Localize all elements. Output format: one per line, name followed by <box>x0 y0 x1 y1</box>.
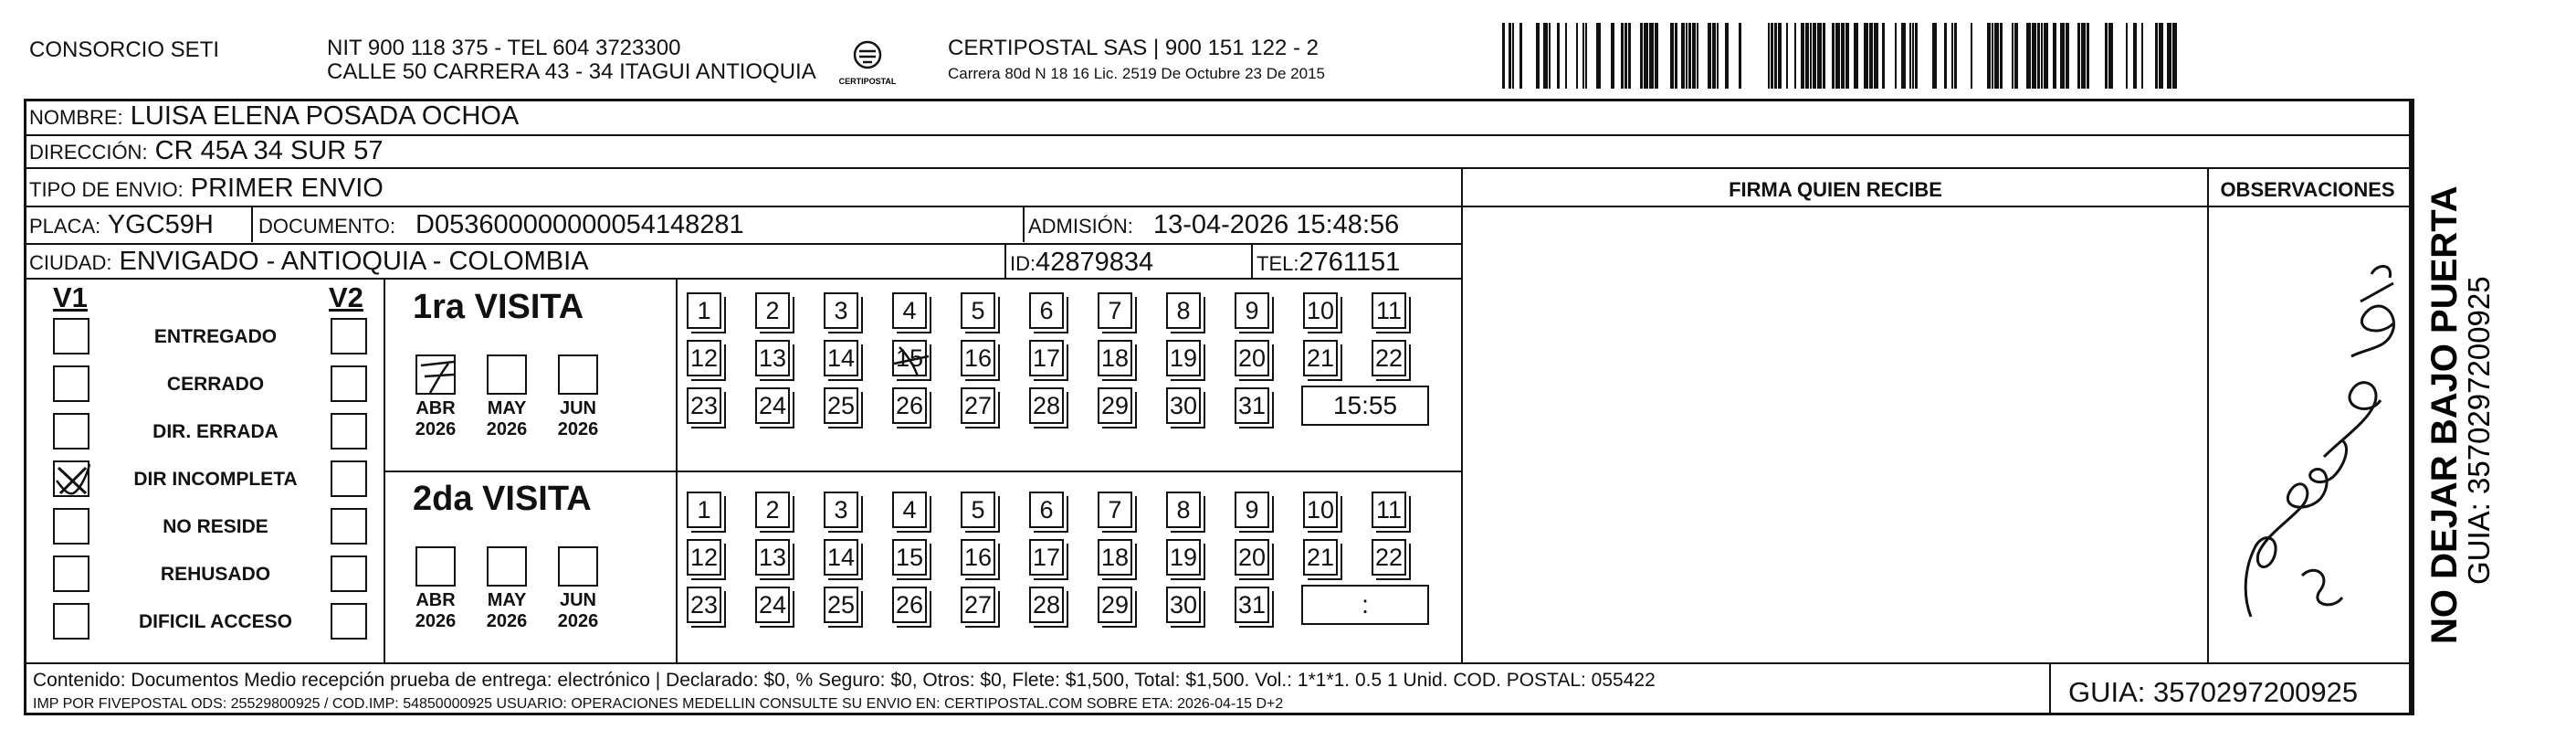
v2-checkbox[interactable] <box>331 460 367 497</box>
day-box[interactable]: 31 <box>1235 587 1269 623</box>
month-checkbox[interactable] <box>558 354 598 395</box>
day-box[interactable]: 3 <box>824 492 858 528</box>
id-value: 42879834 <box>1036 248 1154 277</box>
day-box[interactable]: 4 <box>892 292 927 329</box>
day-box[interactable]: 13 <box>755 340 790 376</box>
v2-checkbox[interactable] <box>331 603 367 640</box>
day-box[interactable]: 22 <box>1372 340 1406 376</box>
second-visit-title: 2da VISITA <box>413 480 592 518</box>
address-line: CALLE 50 CARRERA 43 - 34 ITAGUI ANTIOQUIA <box>327 59 816 84</box>
v1-checkbox[interactable] <box>53 603 89 640</box>
v1-checkbox[interactable] <box>53 460 89 497</box>
month-label <box>408 398 463 440</box>
day-box[interactable]: 8 <box>1166 292 1201 329</box>
footer-contenido: Contenido: Documentos Medio recepción prueba de entrega: electrónico | Declarado: $0, % Seguro: $0, Otros: $0, Flete: $1,500, Total: $1,500. Vol.: 1*1*1. 0.5 1 Unid. COD. POSTAL: 055422 <box>33 670 1656 691</box>
month-label <box>551 590 605 632</box>
ciudad-row <box>29 246 589 279</box>
tel-row <box>1256 247 1400 280</box>
month-year: 2026 <box>557 419 599 439</box>
direccion-label: DIRECCIÓN: <box>29 141 148 164</box>
tipo-row <box>29 173 384 206</box>
firma-header: FIRMA QUIEN RECIBE <box>1729 178 1942 201</box>
observaciones-header: OBSERVACIONES <box>2220 178 2395 201</box>
month-year: 2026 <box>486 419 528 439</box>
footer-imp: IMP POR FIVEPOSTAL ODS: 25529800925 / COD.IMP: 54850000925 USUARIO: OPERACIONES MEDELLIN CONSULTE SU ENVIO EN: CERTIPOSTAL.COM SOBRE ETA: 2026-04-15 D+2 <box>33 696 1284 712</box>
first-visit-title: 1ra VISITA <box>413 288 584 326</box>
day-box[interactable]: 14 <box>824 539 858 576</box>
month-checkbox[interactable] <box>487 354 527 395</box>
day-box[interactable]: 17 <box>1029 539 1064 576</box>
day-box[interactable]: 16 <box>961 539 995 576</box>
day-box[interactable]: 6 <box>1029 492 1064 528</box>
tipo-label: TIPO DE ENVIO: <box>29 178 184 201</box>
day-box[interactable]: 18 <box>1098 539 1132 576</box>
day-box[interactable]: 20 <box>1235 539 1269 576</box>
v1-checkbox[interactable] <box>53 508 89 545</box>
tel-value: 2761151 <box>1299 248 1401 277</box>
signature <box>2214 247 2406 630</box>
day-box[interactable]: 21 <box>1303 340 1338 376</box>
ciudad-value: ENVIGADO - ANTIOQUIA - COLOMBIA <box>119 247 589 276</box>
month-year: 2026 <box>415 419 457 439</box>
id-label: ID: <box>1010 252 1036 275</box>
side-notice-line1: NO DEJAR BAJO PUERTA <box>2424 185 2465 644</box>
admision-row <box>1028 209 1399 242</box>
month-label <box>479 398 534 440</box>
v2-checkbox[interactable] <box>331 413 367 450</box>
day-box[interactable]: 19 <box>1166 539 1201 576</box>
day-box[interactable]: 13 <box>755 539 790 576</box>
barcode <box>1502 23 2182 91</box>
placa-row <box>29 209 214 242</box>
month-year: 2026 <box>415 611 457 631</box>
admision-label: ADMISIÓN: <box>1028 215 1133 238</box>
day-box[interactable]: 18 <box>1098 340 1132 376</box>
day-box[interactable]: 15 <box>892 340 927 376</box>
status-label: ENTREGADO <box>153 326 278 347</box>
day-box[interactable]: 26 <box>892 387 927 424</box>
month-year: 2026 <box>486 611 528 631</box>
day-box[interactable]: 12 <box>687 340 721 376</box>
status-label: CERRADO <box>166 374 265 395</box>
day-box[interactable]: 4 <box>892 492 927 528</box>
month-checkbox[interactable] <box>487 546 527 587</box>
day-box[interactable]: 24 <box>755 387 790 424</box>
month-label <box>408 590 463 632</box>
nombre-row <box>29 100 519 133</box>
day-box[interactable]: 12 <box>687 539 721 576</box>
day-box[interactable]: 9 <box>1235 492 1269 528</box>
side-notice <box>2420 119 2497 649</box>
id-row <box>1010 247 1153 280</box>
day-box[interactable]: 15 <box>892 539 927 576</box>
month-name: JUN <box>559 590 596 610</box>
day-box[interactable]: 23 <box>687 387 721 424</box>
time-box[interactable]: 15:55 <box>1301 386 1429 426</box>
license-line: Carrera 80d N 18 16 Lic. 2519 De Octubre 23 De 2015 <box>948 65 1325 82</box>
day-box[interactable]: 29 <box>1098 387 1132 424</box>
status-label: DIR INCOMPLETA <box>133 469 298 490</box>
day-box[interactable]: 6 <box>1029 292 1064 329</box>
nombre-label: NOMBRE: <box>29 106 123 129</box>
month-name: ABR <box>415 590 456 610</box>
day-box[interactable]: 23 <box>687 587 721 623</box>
status-label: NO RESIDE <box>163 516 268 537</box>
day-box[interactable]: 7 <box>1098 492 1132 528</box>
month-name: MAY <box>487 398 527 418</box>
day-box[interactable]: 28 <box>1029 387 1064 424</box>
svg-text:CERTIPOSTAL: CERTIPOSTAL <box>838 77 897 86</box>
documento-row <box>258 209 744 242</box>
day-box[interactable]: 9 <box>1235 292 1269 329</box>
v2-checkbox[interactable] <box>331 318 367 354</box>
nombre-value: LUISA ELENA POSADA OCHOA <box>130 101 520 131</box>
day-box[interactable]: 14 <box>824 340 858 376</box>
month-year: 2026 <box>557 611 599 631</box>
v1-checkbox[interactable] <box>53 555 89 592</box>
direccion-value: CR 45A 34 SUR 57 <box>154 136 384 165</box>
day-box[interactable]: 17 <box>1029 340 1064 376</box>
day-box[interactable]: 22 <box>1372 539 1406 576</box>
placa-label: PLACA: <box>29 215 101 238</box>
day-box[interactable]: 10 <box>1303 492 1338 528</box>
v1-checkbox[interactable] <box>53 413 89 450</box>
status-label: REHUSADO <box>160 564 271 585</box>
day-box[interactable]: 24 <box>755 587 790 623</box>
day-box[interactable]: 19 <box>1166 340 1201 376</box>
day-box[interactable]: 31 <box>1235 387 1269 424</box>
day-box[interactable]: 11 <box>1372 292 1406 329</box>
month-name: JUN <box>559 398 596 418</box>
day-box[interactable]: 5 <box>961 492 995 528</box>
v2-checkbox[interactable] <box>331 555 367 592</box>
documento-label: DOCUMENTO: <box>258 215 395 238</box>
footer-guia: GUIA: 3570297200925 <box>2068 676 2359 708</box>
month-name: MAY <box>487 590 527 610</box>
time-box[interactable]: : <box>1301 585 1429 625</box>
v2-label: V2 <box>329 281 363 313</box>
status-label: DIFICIL ACCESO <box>138 611 292 632</box>
v1-checkbox[interactable] <box>53 318 89 354</box>
month-label <box>479 590 534 632</box>
admision-value: 13-04-2026 15:48:56 <box>1152 210 1400 239</box>
day-box[interactable]: 8 <box>1166 492 1201 528</box>
day-box[interactable]: 20 <box>1235 340 1269 376</box>
v2-checkbox[interactable] <box>331 365 367 402</box>
day-box[interactable]: 26 <box>892 587 927 623</box>
month-checkbox[interactable] <box>415 546 456 587</box>
v1-label: V1 <box>53 281 88 313</box>
placa-value: YGC59H <box>107 210 214 239</box>
v2-checkbox[interactable] <box>331 508 367 545</box>
direccion-row <box>29 135 383 168</box>
day-box[interactable]: 30 <box>1166 387 1201 424</box>
month-checkbox[interactable] <box>415 354 456 395</box>
certipostal-line: CERTIPOSTAL SAS | 900 151 122 - 2 <box>948 36 1319 60</box>
v1-checkbox[interactable] <box>53 365 89 402</box>
day-box[interactable]: 21 <box>1303 539 1338 576</box>
month-name: ABR <box>415 398 456 418</box>
day-box[interactable]: 5 <box>961 292 995 329</box>
month-label <box>551 398 605 440</box>
tel-label: TEL: <box>1256 252 1299 275</box>
certipostal-logo <box>836 35 899 88</box>
day-box[interactable]: 29 <box>1098 587 1132 623</box>
day-box[interactable]: 10 <box>1303 292 1338 329</box>
day-box[interactable]: 25 <box>824 387 858 424</box>
nit-line: NIT 900 118 375 - TEL 604 3723300 <box>327 36 681 60</box>
day-box[interactable]: 2 <box>755 292 790 329</box>
documento-value: D053600000000054148281 <box>415 210 744 239</box>
tipo-value: PRIMER ENVIO <box>190 174 384 203</box>
day-box[interactable]: 7 <box>1098 292 1132 329</box>
ciudad-label: CIUDAD: <box>29 251 112 274</box>
company-name: CONSORCIO SETI <box>29 37 220 62</box>
day-box[interactable]: 2 <box>755 492 790 528</box>
day-box[interactable]: 27 <box>961 587 995 623</box>
day-box[interactable]: 30 <box>1166 587 1201 623</box>
day-box[interactable]: 1 <box>687 492 721 528</box>
side-notice-line2: GUIA: 3570297200925 <box>2462 276 2496 585</box>
day-box[interactable]: 16 <box>961 340 995 376</box>
status-label: DIR. ERRADA <box>152 421 279 442</box>
day-box[interactable]: 25 <box>824 587 858 623</box>
day-box[interactable]: 11 <box>1372 492 1406 528</box>
day-box[interactable]: 3 <box>824 292 858 329</box>
day-box[interactable]: 1 <box>687 292 721 329</box>
day-box[interactable]: 28 <box>1029 587 1064 623</box>
day-box[interactable]: 27 <box>961 387 995 424</box>
month-checkbox[interactable] <box>558 546 598 587</box>
